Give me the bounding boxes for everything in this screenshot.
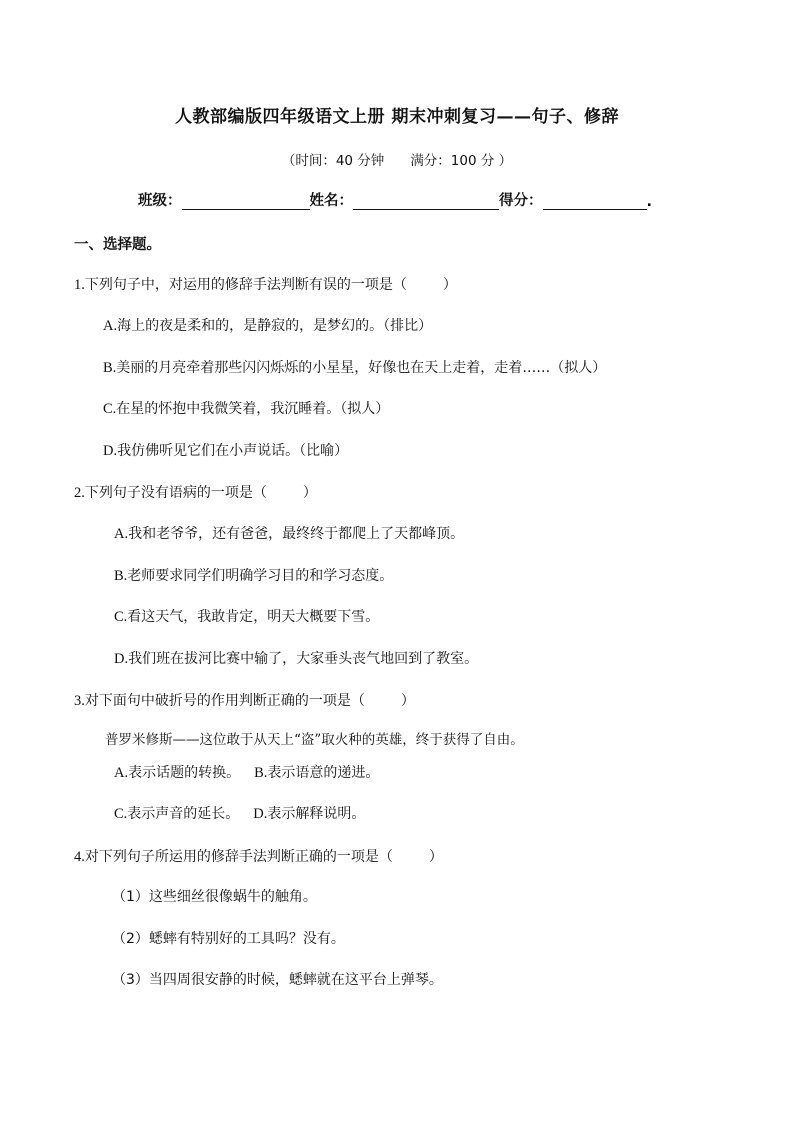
sentence-3: （3）当四周很安静的时候，蟋蟀就在这平台上弹琴。	[112, 972, 443, 988]
question-text: 下列句子没有语病的一项是（	[84, 485, 267, 501]
question-number: 3.	[74, 693, 85, 709]
question-3: 3.对下面句中破折号的作用判断正确的一项是（ ）	[74, 693, 415, 709]
question-1: 1.下列句子中，对运用的修辞手法判断有误的一项是（ ）	[74, 277, 457, 293]
name-blank[interactable]	[353, 193, 499, 210]
sentence-1: （1）这些细丝很像蜗牛的触角。	[112, 889, 317, 905]
option-b[interactable]: B.美丽的月亮牵着那些闪闪烁烁的小星星，好像也在天上走着，走着……（拟人）	[103, 360, 607, 376]
question-text: 对下列句子所运用的修辞手法判断正确的一项是（	[84, 849, 393, 865]
page-title: 人教部编版四年级语文上册 期末冲刺复习——句子、修辞	[175, 107, 619, 127]
question-text: 对下面句中破折号的作用判断正确的一项是（	[84, 693, 365, 709]
score-label: 得分：	[499, 193, 543, 209]
exam-meta	[0, 149, 794, 169]
section-title: 一、选择题。	[74, 237, 161, 253]
quoted-sentence: 普罗米修斯——这位敢于从天上“盗”取火种的英雄，终于获得了自由。	[105, 732, 524, 748]
question-text: 下列句子中，对运用的修辞手法判断有误的一项是（	[84, 277, 407, 293]
question-4: 4.对下列句子所运用的修辞手法判断正确的一项是（ ）	[74, 849, 443, 865]
options-row-1	[114, 762, 379, 782]
score-blank[interactable]	[543, 193, 647, 210]
sentence-2: （2）蟋蟀有特别好的工具吗？没有。	[112, 931, 345, 947]
option-c[interactable]: C.在星的怀抱中我微笑着，我沉睡着。（拟人）	[103, 401, 390, 417]
full-score: 满分：100 分 ）	[410, 153, 513, 169]
question-number: 4.	[74, 849, 85, 865]
option-a[interactable]: A.我和老爷爷，还有爸爸，最终终于都爬上了天都峰顶。	[114, 526, 465, 542]
time-limit: （时间：40 分钟	[281, 153, 385, 169]
question-number: 2.	[74, 485, 85, 501]
question-number: 1.	[74, 277, 85, 293]
class-label: 班级：	[138, 193, 182, 209]
option-a[interactable]: A.表示话题的转换。	[114, 765, 241, 781]
option-d[interactable]: D.我们班在拔河比赛中输了，大家垂头丧气地回到了教室。	[114, 651, 479, 667]
student-info-row	[138, 189, 652, 210]
class-blank[interactable]	[182, 193, 310, 210]
option-d[interactable]: D.表示解释说明。	[253, 806, 366, 822]
option-b[interactable]: B.老师要求同学们明确学习目的和学习态度。	[114, 568, 394, 584]
option-c[interactable]: C.看这天气，我敢肯定，明天大概要下雪。	[114, 609, 380, 625]
name-label: 姓名：	[309, 193, 353, 209]
question-2: 2.下列句子没有语病的一项是（ ）	[74, 485, 317, 501]
end-mark: .	[646, 194, 653, 210]
option-c[interactable]: C.表示声音的延长。	[114, 806, 240, 822]
option-b[interactable]: B.表示语意的递进。	[254, 765, 380, 781]
options-row-2	[114, 803, 365, 823]
option-d[interactable]: D.我仿佛听见它们在小声说话。（比喻）	[103, 443, 349, 459]
option-a[interactable]: A.海上的夜是柔和的，是静寂的，是梦幻的。（排比）	[103, 318, 433, 334]
